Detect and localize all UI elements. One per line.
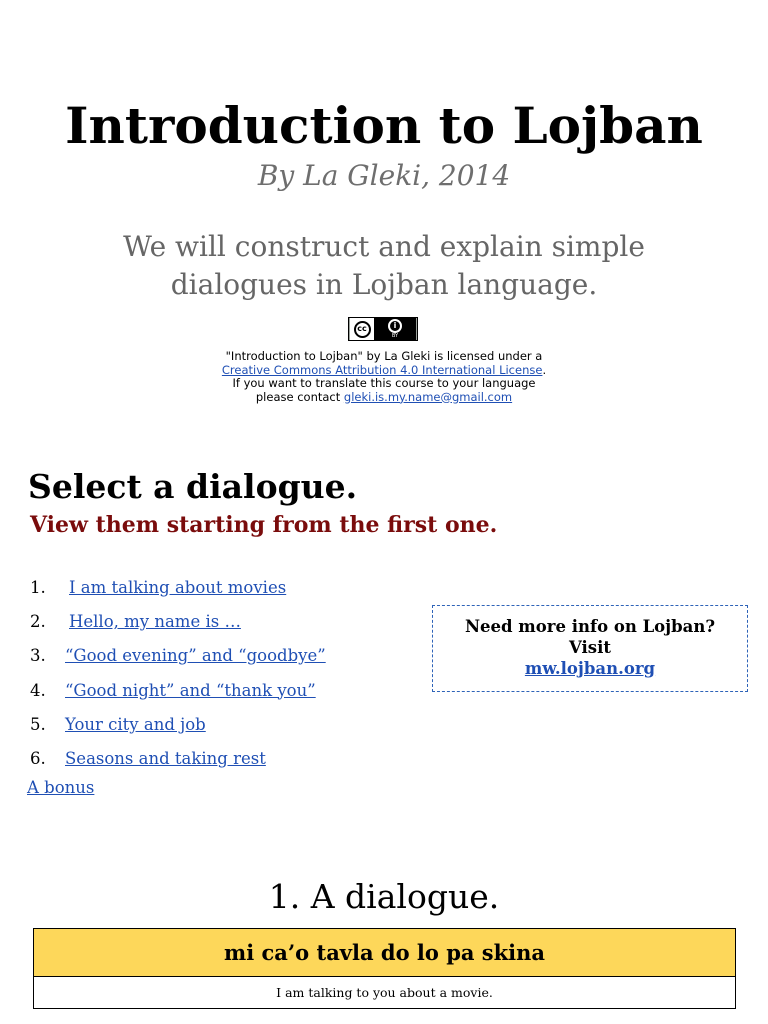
dialogue-table	[33, 928, 736, 1009]
bonus-link[interactable]: A bonus	[27, 778, 95, 797]
select-subheading: View them starting from the first one.	[30, 512, 498, 538]
item-number: 2.	[30, 611, 46, 631]
license-period: .	[542, 362, 547, 377]
item-number: 5.	[30, 714, 46, 734]
attribution-icon: i	[388, 319, 402, 333]
phrase-translation: I am talking to you about a movie.	[276, 985, 493, 1000]
dialogue-link-5[interactable]: Your city and job	[65, 714, 206, 734]
list-item	[30, 639, 410, 673]
license-notice	[214, 350, 554, 404]
info-visit: Visit	[569, 638, 611, 657]
license-text: "Introduction to Lojban" by La Gleki is licensed under a	[225, 349, 543, 363]
attribution-segment	[374, 318, 416, 340]
lojban-phrase: mi ca’o tavla do lo pa skina	[34, 929, 735, 977]
dialogue-link-6[interactable]: Seasons and taking rest	[65, 749, 266, 769]
dialogue-link-1[interactable]: I am talking about movies	[69, 577, 287, 597]
cc-icon-segment	[350, 318, 374, 340]
dialogue-link-4[interactable]: “Good night” and “thank you”	[65, 680, 316, 700]
info-box	[432, 605, 748, 692]
dialogue-link-3[interactable]: “Good evening” and “goodbye”	[65, 646, 326, 666]
by-label: BY	[391, 333, 399, 339]
intro-text: We will construct and explain simple dialogues in Lojban language.	[123, 230, 645, 301]
dialogue-link-2[interactable]: Hello, my name is …	[69, 611, 241, 631]
dialogue-list	[30, 570, 410, 776]
email-link[interactable]: gleki.is.my.name@gmail.com	[343, 389, 513, 404]
author-byline: By La Gleki, 2014	[257, 159, 511, 192]
list-item	[30, 741, 410, 775]
select-heading: Select a dialogue.	[28, 467, 358, 506]
section-heading: 1. A dialogue.	[268, 877, 500, 916]
cc-icon: cc	[354, 321, 371, 338]
list-item	[30, 707, 410, 741]
license-link[interactable]: Creative Commons Attribution 4.0 International License	[221, 362, 543, 377]
page-title: Introduction to Lojban	[65, 96, 703, 155]
translate-text: If you want to translate this course to your language please contact	[232, 376, 536, 404]
list-item	[30, 604, 410, 638]
item-number: 6.	[30, 749, 46, 769]
list-item	[30, 570, 410, 604]
item-number: 4.	[30, 680, 46, 700]
cc-license-badge[interactable]	[348, 317, 418, 341]
info-question: Need more info on Lojban?	[464, 617, 716, 636]
item-number: 3.	[30, 646, 46, 666]
lojban-wiki-link[interactable]: mw.lojban.org	[524, 659, 656, 678]
list-item	[30, 673, 410, 707]
item-number: 1.	[30, 577, 46, 597]
